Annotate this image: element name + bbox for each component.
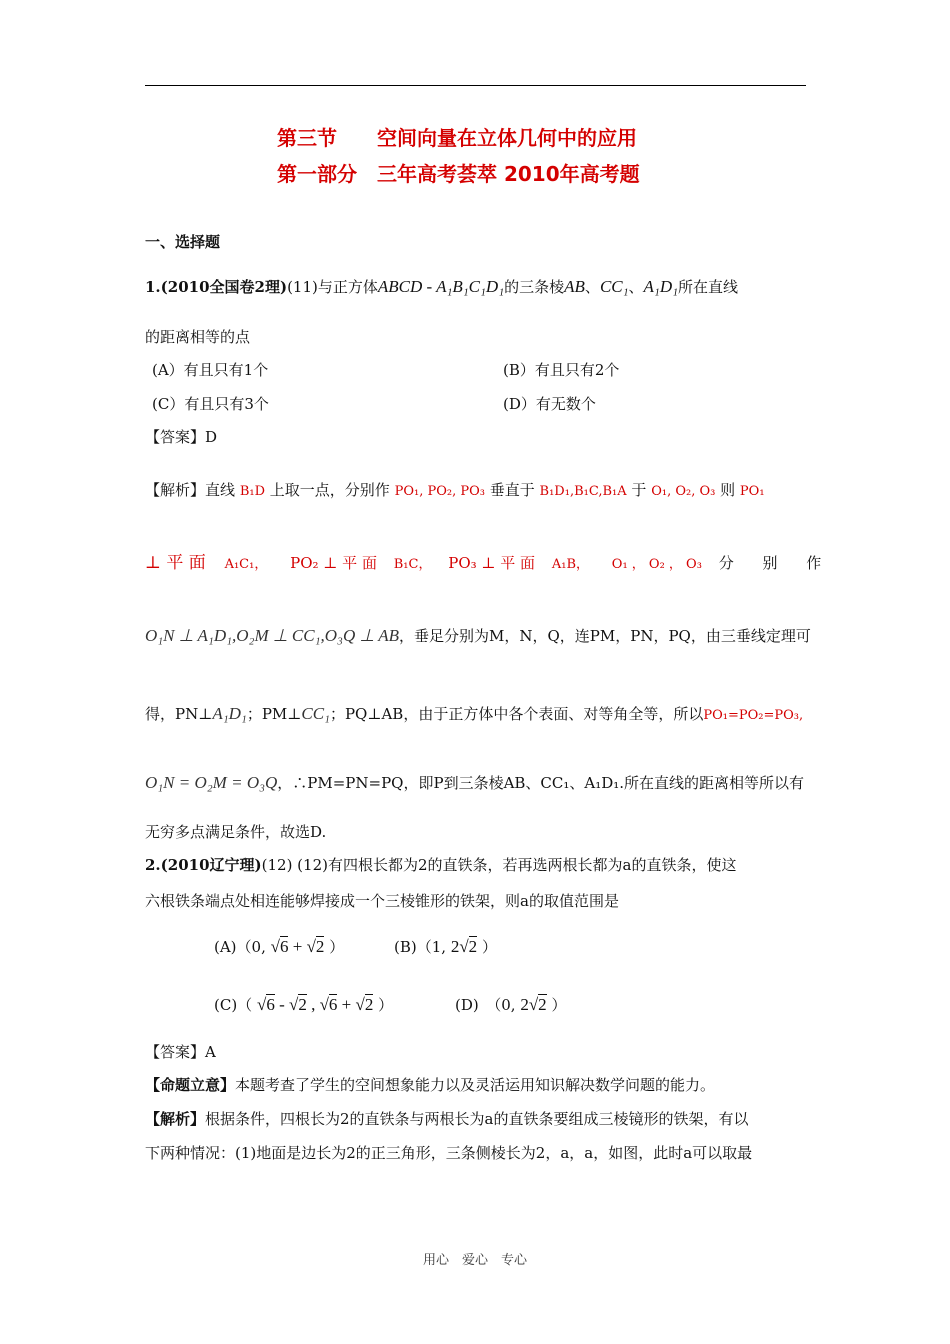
formula: A₁D₁ (212, 704, 247, 723)
question-source: (2010辽宁理) (160, 856, 262, 874)
option-close: ） (551, 996, 567, 1014)
question-number: 2. (145, 856, 161, 874)
red-math: PO₁=PO₂=PO₃, (703, 708, 804, 723)
separator: 、 (584, 278, 600, 296)
analysis-text: ；PM⊥ (246, 705, 302, 723)
option-a: (A）有且只有1个 (152, 361, 269, 379)
red-math: A₁C₁， (224, 557, 268, 572)
option-label: (C)（ (214, 996, 253, 1014)
red-math: PO₃ ⊥ 平 面 (448, 554, 536, 572)
page-subtitle: 第一部分 三年高考荟萃 2010年高考题 (277, 162, 640, 186)
separator: 、 (628, 278, 644, 296)
analysis-text: 根据条件，四根长为2的直铁条与两根长为a的直铁条要组成三棱镜形的铁架，有以 (205, 1110, 749, 1128)
question-number: 1. (145, 278, 161, 296)
formula-2sqrt2: 2√2 (520, 995, 547, 1014)
formula: O₁N = O₂M = O₃Q (145, 773, 278, 792)
analysis-text: 上取一点，分别作 (269, 481, 390, 499)
option-close: ） (329, 938, 345, 956)
formula: O₁N ⊥ A₁D₁,O₂M ⊥ CC₁,O₃Q ⊥ AB (145, 626, 399, 645)
q2-answer: 【答案】A (145, 1043, 216, 1061)
red-math: B₁D₁,B₁C,B₁A (539, 484, 627, 499)
question-source: (2010全国卷2理) (160, 278, 288, 296)
edge-3: A₁D₁ (643, 277, 679, 296)
edge-1: AB (564, 277, 585, 296)
analysis-row-5 (145, 772, 804, 793)
analysis-row-1 (145, 479, 765, 500)
question-1-stem-line2: 的距离相等的点 (145, 328, 251, 346)
q2-analysis-line2: 下两种情况：(1)地面是边长为2的正三角形，三条侧棱长为2，a，a，如图，此时a可以取最 (145, 1144, 753, 1162)
option-close: ） (378, 996, 394, 1014)
analysis-row-3 (145, 625, 811, 646)
q2-option-b (394, 936, 497, 957)
red-math: O₁, O₂, O₃ (651, 484, 716, 499)
red-math: O₁ ， O₂ ， O₃ (611, 557, 702, 572)
analysis-text: ；PQ⊥AB，由于正方体中各个表面、对等角全等，所以 (329, 705, 704, 723)
formula-2sqrt2: 2√2 (450, 937, 478, 956)
formula: CC₁ (301, 704, 330, 723)
question-2-stem-line2: 六根铁条端点处相连能够焊接成一个三棱锥形的铁架，则a的取值范围是 (145, 892, 619, 910)
cube-name: ABCD - A₁B₁C₁D₁ (377, 277, 505, 296)
question-text: (11)与正方体 (287, 278, 378, 296)
formula-sqrt6-plus-sqrt2: √6 + √2 (270, 937, 325, 956)
answer: 【答案】D (145, 428, 218, 446)
option-b: (B）有且只有2个 (503, 361, 620, 379)
option-label: (A)（0, (214, 938, 266, 956)
question-2-stem (145, 854, 736, 875)
red-math: PO₁ (739, 484, 765, 499)
page-title: 第三节 空间向量在立体几何中的应用 (277, 126, 637, 150)
option-label: (D) （0, (455, 996, 516, 1014)
analysis-text: 得，PN⊥ (145, 705, 213, 723)
red-math: PO₁, PO₂, PO₃ (394, 484, 485, 499)
q2-intent (145, 1074, 715, 1095)
analysis-label: 【解析】 (145, 1110, 206, 1128)
analysis-row-4 (145, 703, 803, 724)
red-math: A₁B， (551, 557, 589, 572)
header-rule (145, 85, 806, 86)
page-footer: 用心 爱心 专心 (423, 1253, 528, 1268)
intent-text: 本题考查了学生的空间想象能力以及灵活运用知识解决数学问题的能力。 (235, 1076, 716, 1094)
analysis-text: 则 (720, 481, 736, 499)
red-math: B₁C， (393, 557, 432, 572)
question-1-stem (145, 276, 738, 297)
analysis-text: ，∴PM=PN=PQ，即P到三条棱AB、CC₁、A₁D₁.所在直线的距离相等所以有 (277, 774, 805, 792)
question-text: (12) (12)有四根长都为2的直铁条，若再选两根长都为a的直铁条，使这 (261, 856, 737, 874)
red-math: ⊥ 平 面 (145, 553, 206, 573)
formula-range: √6 - √2 , √6 + √2 (256, 995, 374, 1014)
analysis-text: 垂直于 (489, 481, 535, 499)
section-heading: 一、选择题 (145, 233, 221, 251)
analysis-row-6: 无穷多点满足条件，故选D. (145, 823, 327, 841)
option-c: (C）有且只有3个 (152, 395, 269, 413)
red-math: PO₂ ⊥ 平 面 (290, 554, 377, 572)
q2-option-a (214, 936, 344, 957)
red-math: B₁D (239, 484, 265, 499)
q2-option-d (455, 994, 566, 1015)
analysis-text: 直线 (205, 481, 236, 499)
analysis-row-2 (145, 548, 833, 573)
option-d: (D）有无数个 (503, 395, 596, 413)
q2-option-c (214, 994, 393, 1015)
option-label: (B)（1, (394, 938, 447, 956)
analysis-label: 【解析】 (145, 481, 206, 499)
question-text: 的三条棱 (504, 278, 565, 296)
option-close: ） (481, 938, 497, 956)
intent-label: 【命题立意】 (145, 1076, 236, 1094)
analysis-text: 分 别 作 (718, 554, 834, 572)
question-text: 所在直线 (678, 278, 739, 296)
q2-analysis-line1 (145, 1108, 749, 1129)
analysis-text: 于 (631, 481, 647, 499)
analysis-text: ，垂足分别为M，N，Q，连PM，PN，PQ，由三垂线定理可 (399, 627, 811, 645)
edge-2: CC₁ (599, 277, 629, 296)
